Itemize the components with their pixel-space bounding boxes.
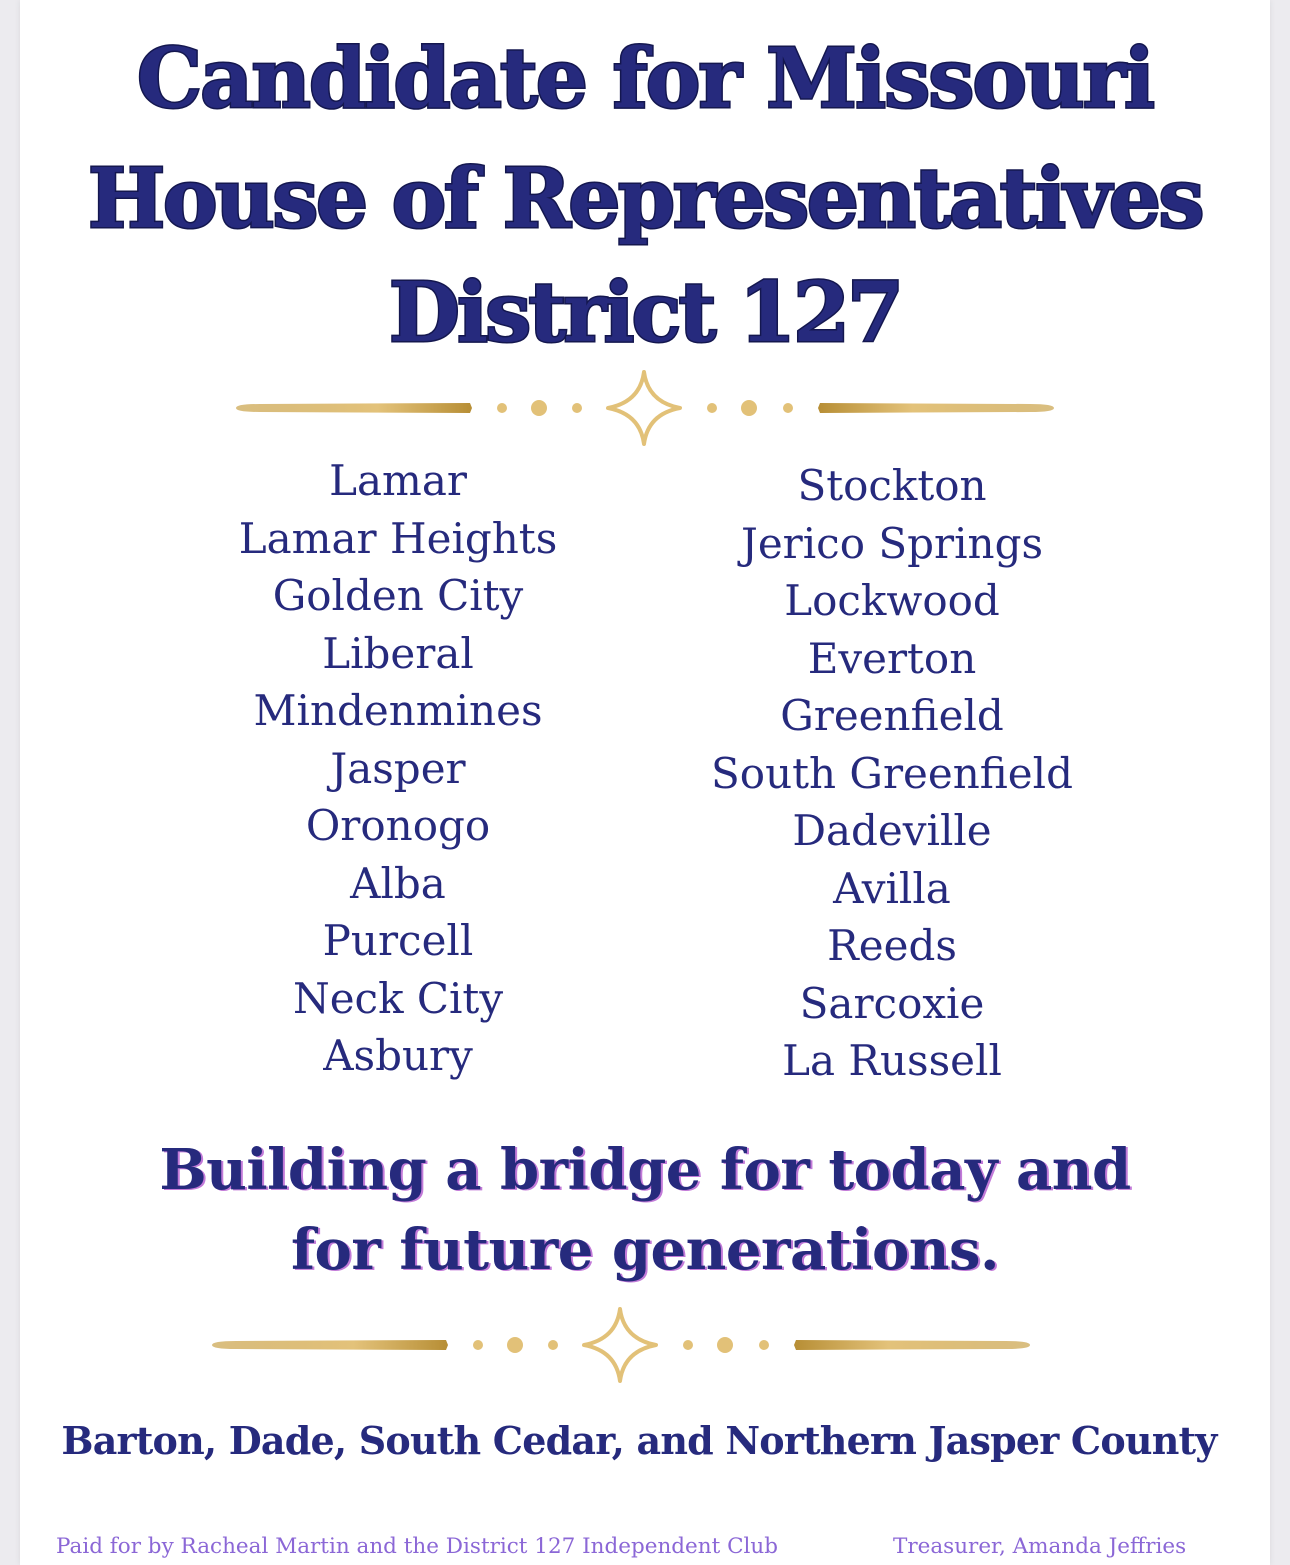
list-item: Stockton bbox=[797, 461, 987, 510]
list-item: Everton bbox=[807, 633, 977, 683]
list-item: South Greenfield bbox=[711, 748, 1073, 798]
title-line-1: Candidate for Missouri bbox=[136, 31, 1154, 127]
tagline-line-1: Building a bridge for today and bbox=[159, 1137, 1131, 1203]
list-item: Neck City bbox=[292, 973, 504, 1023]
list-item: Jasper bbox=[330, 743, 466, 793]
list-item: Golden City bbox=[272, 571, 524, 620]
divider-star-icon bbox=[608, 372, 680, 444]
tagline bbox=[0, 1130, 1290, 1290]
gold-divider-top bbox=[0, 368, 1290, 448]
list-item: Jerico Springs bbox=[740, 518, 1044, 568]
list-item: Lamar bbox=[329, 456, 467, 505]
list-item: Lockwood bbox=[784, 576, 1000, 625]
paid-for-text: Paid for by Racheal Martin and the District 127 Independent Club bbox=[56, 1534, 779, 1559]
list-item: Avilla bbox=[833, 863, 951, 913]
divider-star-icon bbox=[584, 1309, 656, 1381]
counties-line: Barton, Dade, South Cedar, and Northern Jasper County bbox=[61, 1418, 1217, 1463]
list-item: Oronogo bbox=[305, 801, 491, 850]
list-item: Lamar Heights bbox=[238, 513, 558, 563]
title-line-3: District 127 bbox=[388, 265, 902, 361]
list-item: Dadeville bbox=[792, 806, 992, 855]
treasurer-text: Treasurer, Amanda Jeffries bbox=[893, 1534, 1187, 1559]
list-item: Mindenmines bbox=[253, 686, 543, 735]
list-item: Greenfield bbox=[780, 691, 1004, 740]
list-item: Liberal bbox=[322, 628, 474, 678]
gold-divider-bottom bbox=[0, 1305, 1290, 1385]
list-item: Reeds bbox=[827, 921, 957, 970]
title-line-2: House of Representatives bbox=[87, 151, 1203, 247]
list-item: Sarcoxie bbox=[799, 978, 985, 1028]
list-item: Asbury bbox=[323, 1031, 473, 1080]
tagline-line-2: for future generations. bbox=[290, 1217, 1000, 1283]
list-item: La Russell bbox=[782, 1036, 1002, 1085]
paid-for-disclaimer bbox=[0, 1534, 1290, 1564]
town-list-right bbox=[632, 457, 1152, 1090]
list-item: Purcell bbox=[322, 916, 474, 965]
list-item: Alba bbox=[350, 858, 446, 908]
town-list-left bbox=[138, 452, 658, 1085]
